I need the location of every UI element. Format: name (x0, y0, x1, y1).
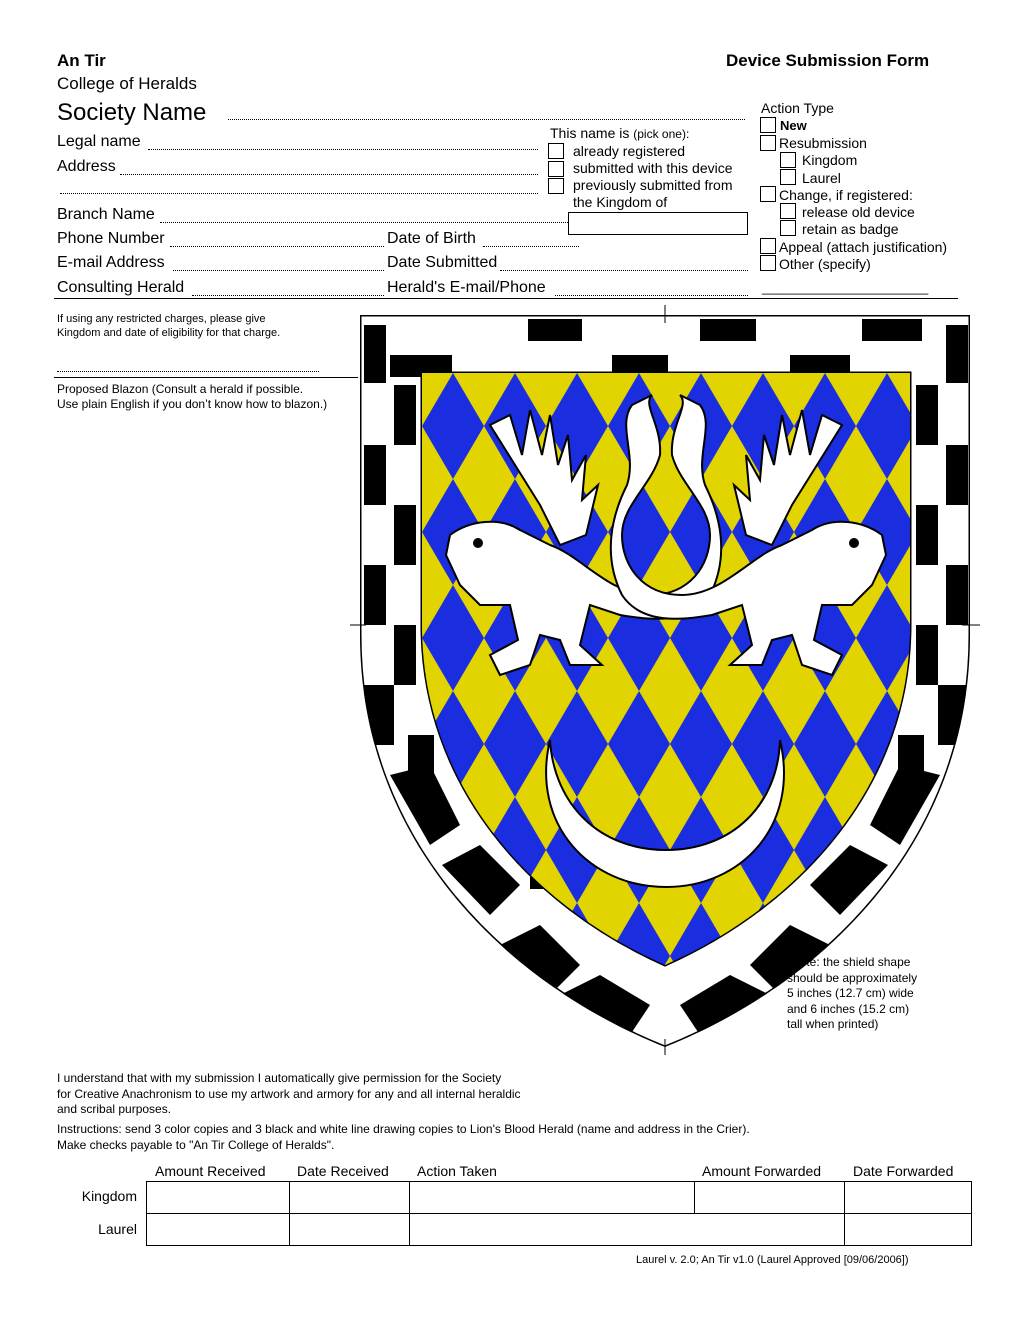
address-field-2[interactable] (60, 193, 538, 194)
col-date-forwarded: Date Forwarded (853, 1163, 954, 1179)
email-address-label: E-mail Address (57, 254, 165, 271)
previously-submitted-checkbox[interactable] (548, 178, 564, 194)
row-kingdom-label: Kingdom (81, 1188, 137, 1204)
laurel-date-received-cell[interactable] (290, 1214, 410, 1246)
date-submitted-label: Date Submitted (387, 254, 498, 271)
permission-statement: I understand that with my submission I automatically give permission for the Society for Creative Anachronism to use my artwork and armory for any and all internal heraldic and scribal purposes. (57, 1071, 521, 1116)
restricted-charges-note-2: Kingdom and date of eligibility for that charge. (57, 327, 281, 339)
laurel-resub-checkbox[interactable] (780, 169, 796, 185)
resubmission-label: Resubmission (779, 135, 867, 151)
instructions: Instructions: send 3 color copies and 3 black and white line drawing copies to Lion's Blood Herald (name and address in the Crier). Make checks payable to "An Tir College of Heralds". (57, 1122, 750, 1152)
appeal-checkbox[interactable] (760, 238, 776, 254)
branch-name-label: Branch Name (57, 206, 155, 223)
shield-emblazon (350, 305, 980, 1055)
heralds-email-label: Herald's E-mail/Phone (387, 279, 546, 296)
retain-as-badge-checkbox[interactable] (780, 220, 796, 236)
address-label: Address (57, 158, 116, 175)
blazon-note-2: Use plain English if you don’t know how to blazon.) (57, 397, 328, 411)
consulting-herald-label: Consulting Herald (57, 279, 185, 296)
appeal-label: Appeal (attach justification) (779, 239, 948, 255)
kingdom-resub-label: Kingdom (802, 152, 858, 168)
address-field[interactable] (120, 174, 538, 175)
phone-number-field[interactable] (170, 246, 384, 247)
col-amount-forwarded: Amount Forwarded (702, 1163, 822, 1179)
kingdom-of-input[interactable] (568, 212, 748, 235)
laurel-resub-label: Laurel (802, 170, 841, 186)
name-status-heading: This name is (pick one): (550, 125, 690, 141)
laurel-amount-received-cell[interactable] (147, 1214, 290, 1246)
other-specify-line[interactable]: _______________________ (762, 280, 929, 295)
email-address-field[interactable] (173, 270, 384, 271)
org-name: An Tir (57, 51, 106, 70)
branch-name-field[interactable] (160, 222, 568, 223)
society-name-field[interactable] (228, 119, 745, 120)
change-checkbox[interactable] (760, 186, 776, 202)
society-name-label: Society Name (57, 99, 207, 126)
col-action-taken: Action Taken (417, 1163, 497, 1179)
other-label: Other (specify) (779, 256, 871, 272)
col-date-received: Date Received (297, 1163, 389, 1179)
kingdom-date-received-cell[interactable] (290, 1182, 410, 1214)
release-old-device-checkbox[interactable] (780, 203, 796, 219)
kingdom-of-label: the Kingdom of (573, 194, 668, 210)
submitted-with-device-checkbox[interactable] (548, 161, 564, 177)
table-row (147, 1182, 972, 1214)
laurel-date-forwarded-cell[interactable] (845, 1214, 972, 1246)
submitted-with-device-label: submitted with this device (573, 160, 733, 176)
blazon-note-1: Proposed Blazon (Consult a herald if possible. (57, 382, 304, 396)
retain-as-badge-label: retain as badge (802, 221, 899, 237)
table-row (147, 1214, 972, 1246)
shield-size-note: (Note: the shield shape should be approximately 5 inches (12.7 cm) wide and 6 inches (15.2 cm) tall when printed) (787, 955, 918, 1031)
already-registered-label: already registered (573, 143, 686, 159)
new-label: New (780, 118, 807, 133)
legal-name-label: Legal name (57, 133, 141, 150)
legal-name-field[interactable] (148, 149, 538, 150)
kingdom-amount-forwarded-cell[interactable] (695, 1182, 845, 1214)
header-divider (54, 298, 958, 299)
change-label: Change, if registered: (779, 187, 913, 203)
col-amount-received: Amount Received (155, 1163, 266, 1179)
kingdom-action-taken-cell[interactable] (410, 1182, 695, 1214)
admin-table (146, 1181, 972, 1246)
already-registered-checkbox[interactable] (548, 143, 564, 159)
kingdom-amount-received-cell[interactable] (147, 1182, 290, 1214)
consulting-herald-field[interactable] (192, 295, 384, 296)
college-name: College of Heralds (57, 74, 197, 93)
new-checkbox[interactable] (760, 117, 776, 133)
row-laurel-label: Laurel (98, 1221, 137, 1237)
heralds-email-field[interactable] (555, 295, 748, 296)
blazon-divider (54, 377, 358, 378)
resubmission-checkbox[interactable] (760, 135, 776, 151)
phone-number-label: Phone Number (57, 230, 165, 247)
action-type-heading: Action Type (761, 100, 834, 116)
restricted-charges-note-1: If using any restricted charges, please give (57, 313, 266, 325)
date-of-birth-field[interactable] (483, 246, 579, 247)
date-of-birth-label: Date of Birth (387, 230, 476, 247)
release-old-device-label: release old device (802, 204, 915, 220)
restricted-charges-field[interactable] (57, 371, 319, 372)
laurel-action-taken-cell[interactable] (410, 1214, 845, 1246)
kingdom-resub-checkbox[interactable] (780, 152, 796, 168)
version-footer: Laurel v. 2.0; An Tir v1.0 (Laurel Approved [09/06/2006]) (636, 1254, 909, 1266)
previously-submitted-label: previously submitted from (573, 177, 733, 193)
other-checkbox[interactable] (760, 255, 776, 271)
date-submitted-field[interactable] (500, 270, 748, 271)
kingdom-date-forwarded-cell[interactable] (845, 1182, 972, 1214)
form-title: Device Submission Form (726, 51, 930, 70)
